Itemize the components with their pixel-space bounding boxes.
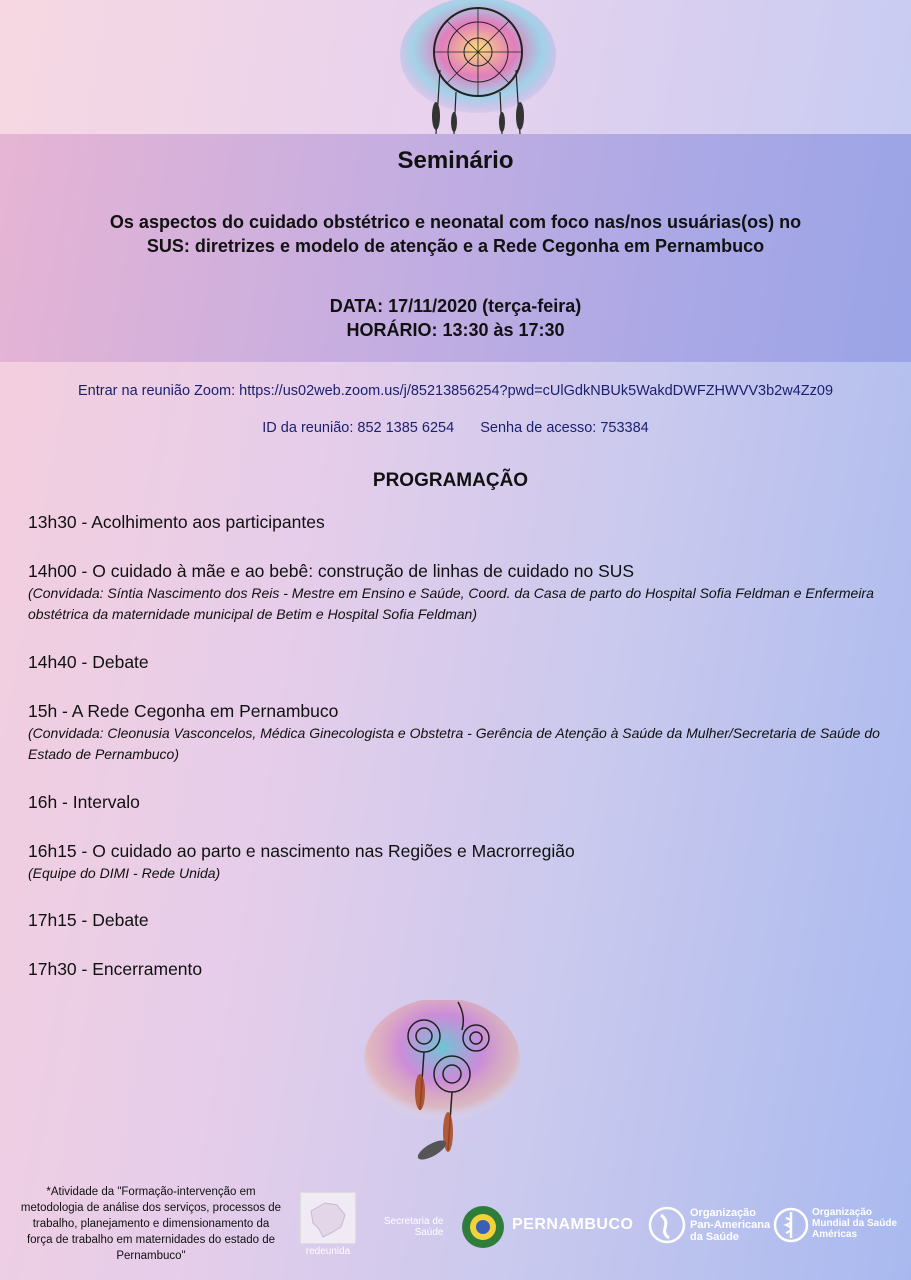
meeting-credentials <box>0 420 911 436</box>
event-subtitle <box>0 210 911 258</box>
opas-wordmark <box>690 1207 770 1243</box>
schedule-item <box>28 511 888 533</box>
dreamcatcher-illustration-top <box>396 0 556 134</box>
schedule-item-title: 17h15 - Debate <box>28 910 149 930</box>
dreamcatcher-illustration-bottom <box>362 1000 522 1170</box>
opas-logo <box>648 1206 772 1246</box>
event-date: DATA: 17/11/2020 (terça-feira) <box>329 296 582 316</box>
footer-note: *Atividade da "Formação-intervenção em metodologia de análise dos serviços, processos de trabalho, planejamento e dimensionamento da força de trabalho em maternidades do estado de Pernambuco" <box>20 1186 282 1262</box>
schedule-item-title: 16h15 - O cuidado ao parto e nascimento nas Regiões e Macrorregião <box>28 841 575 861</box>
oms-logo <box>772 1206 902 1246</box>
opas-line-1: Organização <box>690 1207 757 1219</box>
program-title: PROGRAMAÇÃO <box>372 470 529 491</box>
schedule-item-note: (Convidada: Síntia Nascimento dos Reis - Mestre em Ensino e Saúde, Coord. da Casa de parto do Hospital Sofia Feldman e Enfermeira obstétrica da maternidade municipal de Betim e Hospital Sofia Feldman) <box>28 585 874 622</box>
pernambuco-logo <box>458 1204 634 1250</box>
schedule-item <box>28 560 888 625</box>
schedule-item <box>28 958 888 980</box>
schedule-item <box>28 909 888 931</box>
secretaria-line-1: Secretaria de <box>384 1216 444 1227</box>
zoom-link[interactable]: Entrar na reunião Zoom: https://us02web.zoom.us/j/85213856254?pwd=cUlGdkNBUk5WakdDWFZHWVV3b2w4Zz09 <box>77 383 834 399</box>
rede-unida-map-icon <box>300 1192 356 1244</box>
pernambuco-wordmark: PERNAMBUCO <box>512 1216 634 1233</box>
schedule-item-note: (Convidada: Cleonusia Vasconcelos, Médica Ginecologista e Obstetra - Gerência de Atenção à Saúde da Mulher/Secretaria de Saúde do Estado de Pernambuco) <box>28 725 880 762</box>
schedule-item-title: 13h30 - Acolhimento aos participantes <box>28 512 325 532</box>
opas-line-2: Pan-Americana <box>690 1219 771 1231</box>
meeting-id: ID da reunião: 852 1385 6254 <box>262 420 455 436</box>
schedule-item-title: 17h30 - Encerramento <box>28 959 203 979</box>
subtitle-line-2: SUS: diretrizes e modelo de atenção e a Rede Cegonha em Pernambuco <box>146 236 765 256</box>
schedule-item <box>28 700 888 765</box>
rede-unida-logo <box>300 1192 356 1260</box>
page-title: Seminário <box>397 147 514 174</box>
opas-globe-icon <box>648 1206 686 1244</box>
opas-line-3: da Saúde <box>690 1231 739 1243</box>
oms-line-2: Mundial da Saúde <box>812 1218 898 1229</box>
who-emblem-icon <box>772 1206 810 1244</box>
meeting-password: Senha de acesso: 753384 <box>480 420 649 436</box>
subtitle-line-1: Os aspectos do cuidado obstétrico e neonatal com foco nas/nos usuárias(os) no <box>109 212 802 232</box>
schedule-item <box>28 791 888 813</box>
schedule-item <box>28 651 888 673</box>
rede-unida-label: redeunida <box>305 1246 351 1257</box>
event-time: HORÁRIO: 13:30 às 17:30 <box>346 320 565 340</box>
pernambuco-coat-of-arms-icon <box>458 1204 508 1250</box>
event-datetime <box>0 294 911 342</box>
secretaria-line-2: Saúde <box>414 1227 444 1238</box>
schedule-item-title: 14h40 - Debate <box>28 652 149 672</box>
schedule-item <box>28 840 888 884</box>
oms-line-3: Américas <box>812 1229 858 1240</box>
secretaria-saude-label <box>384 1216 443 1238</box>
schedule-item-note: (Equipe do DIMI - Rede Unida) <box>28 865 221 881</box>
schedule-item-title: 15h - A Rede Cegonha em Pernambuco <box>28 701 339 721</box>
schedule-item-title: 16h - Intervalo <box>28 792 140 812</box>
oms-line-1: Organização <box>812 1207 873 1218</box>
oms-wordmark <box>812 1207 897 1240</box>
schedule-item-title: 14h00 - O cuidado à mãe e ao bebê: construção de linhas de cuidado no SUS <box>28 561 635 581</box>
